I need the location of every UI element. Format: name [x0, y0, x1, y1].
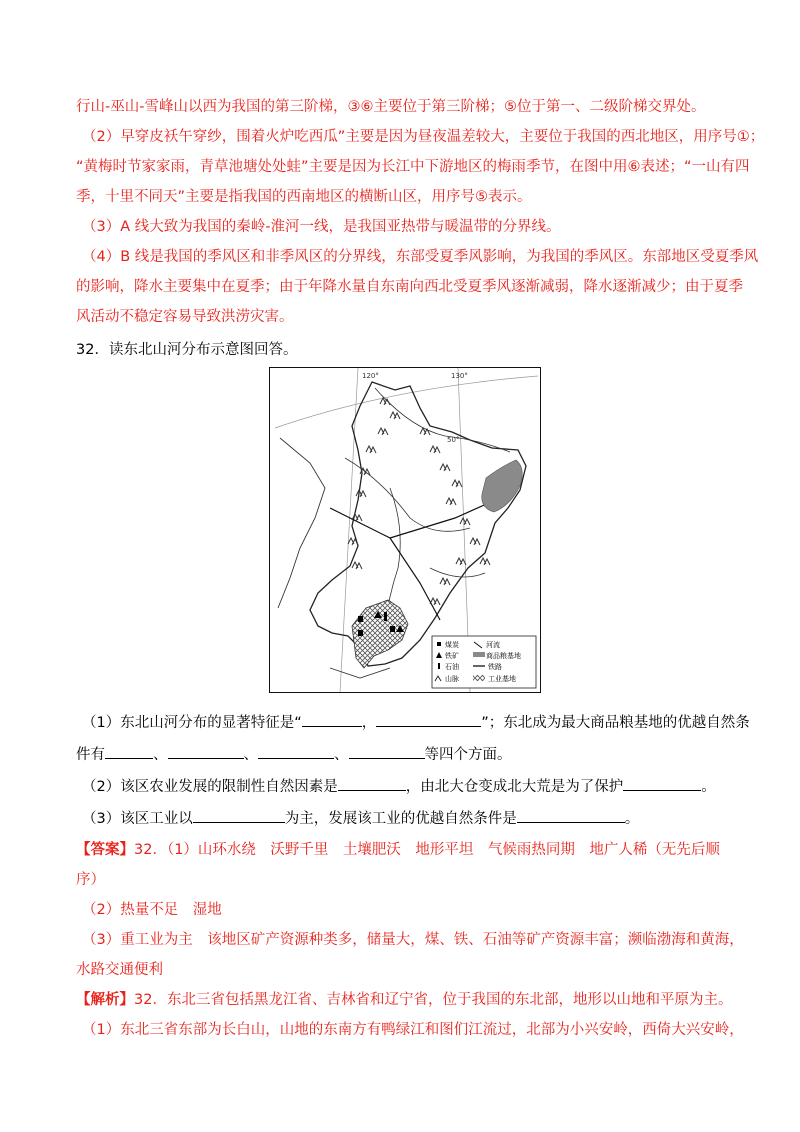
prev-answer-q2-line-3: 季，十里不同天”主要是指我国的西南地区的横断山区，用序号⑤表示。	[76, 189, 532, 205]
lat-50-label: 50°	[447, 436, 460, 444]
coal-marker	[390, 626, 395, 632]
legend-oil: 石油	[445, 663, 459, 671]
blank[interactable]	[376, 712, 481, 727]
question-1-line-1: （1）东北山河分布的显著特征是“ ， ”；东北成为最大商品粮基地的优越自然条	[82, 712, 750, 733]
question-3: （3）该区工业以 为主，发展该工业的优越自然条件是 。	[82, 808, 639, 829]
blank[interactable]	[302, 712, 362, 727]
blank[interactable]	[623, 776, 701, 791]
legend-grain: 商品粮基地	[486, 652, 521, 660]
legend-industry: 工业基地	[488, 675, 516, 683]
analysis-line-2: （1）东北三省东部为长白山，山地的东南方有鸭绿江和图们江流过，北部为小兴安岭，西倚大兴安岭，	[82, 1022, 744, 1038]
blank[interactable]	[338, 776, 406, 791]
blank[interactable]	[193, 808, 285, 823]
analysis-line-1: 【解析】32．东北三省包括黑龙江省、吉林省和辽宁省，位于我国的东北部，地形以山地和平原为主。	[76, 992, 733, 1008]
legend-iron: 铁矿	[445, 652, 459, 660]
prev-answer-q4-line-3: 风活动不稳定容易导致洪涝灾害。	[76, 309, 294, 325]
lon-120-label: 120°	[362, 372, 379, 380]
legend-coal: 煤炭	[445, 641, 459, 649]
analysis-label: 【解析】	[76, 992, 134, 1008]
prev-answer-line-1: 行山-巫山-雪峰山以西为我国的第三阶梯，③⑥主要位于第三阶梯；⑤位于第一、二级阶梯交界处。	[76, 99, 706, 115]
oil-marker	[384, 612, 387, 621]
prev-answer-q2-line-2: “黄梅时节家家雨，青草池塘处处蛙”主要是因为长江中下游地区的梅雨季节，在图中用⑥表述；“一山有四	[76, 159, 750, 175]
answer-line-5: 水路交通便利	[76, 962, 163, 978]
latitude-line	[275, 376, 538, 428]
question-2: （2）该区农业发展的限制性自然因素是 ，由北大仓变成北大荒是为了保护 。	[82, 776, 716, 797]
prev-answer-q3: （3）A 线大致为我国的秦岭-淮河一线，是我国亚热带与暖温带的分界线。	[82, 219, 561, 235]
legend-railway: 铁路	[488, 663, 502, 671]
province-border-west	[278, 438, 325, 608]
lon-130-label: 130°	[451, 372, 468, 380]
mountain-ranges	[348, 398, 490, 605]
river-tumen	[430, 568, 485, 577]
answer-line-3: （2）热量不足 湿地	[82, 902, 222, 918]
answer-label: 【答案】	[76, 842, 134, 858]
answer-line-1: 【答案】32．（1）山环水绕 沃野千里 土壤肥沃 地形平坦 气候雨热同期 地广人稀（无先后顺	[76, 842, 720, 858]
legend-river: 河流	[486, 641, 500, 649]
legend-mountain: 山脉	[445, 675, 459, 683]
river-heilongjiang	[375, 388, 510, 452]
question-1-line-2: 件有 、 、 、 等四个方面。	[76, 744, 512, 765]
coal-marker	[358, 616, 363, 622]
northeast-map-figure	[269, 367, 541, 693]
blank[interactable]	[349, 744, 425, 759]
map-svg	[270, 368, 540, 692]
coal-marker	[358, 630, 363, 636]
blank[interactable]	[517, 808, 625, 823]
prev-answer-q4-line-2: 的影响，降水主要集中在夏季；由于年降水量自东南向西北受夏季风逐渐减弱，降水逐渐减少；由于夏季	[76, 279, 743, 295]
province-border-south	[330, 668, 390, 678]
blank[interactable]	[105, 744, 153, 759]
answer-line-4: （3）重工业为主 该地区矿产资源种类多，储量大，煤、铁、石油等矿产资源丰富；濒临渤海和黄海，	[82, 932, 744, 948]
answer-line-2: 序）	[76, 872, 105, 888]
question-stem: 32．读东北山河分布示意图回答。	[76, 342, 298, 358]
grain-base-sanjiang	[482, 460, 523, 512]
map-legend	[432, 636, 536, 688]
prev-answer-q4-line-1: （4）B 线是我国的季风区和非季风区的分界线，东部受夏季风影响，为我国的季风区。东部地区受夏季风	[82, 249, 759, 265]
region-outline	[310, 382, 526, 666]
blank[interactable]	[168, 744, 244, 759]
blank[interactable]	[258, 744, 334, 759]
prev-answer-q2-line-1: （2）早穿皮袄午穿纱，围着火炉吃西瓜”主要是因为昼夜温差较大，主要位于我国的西北地区，用序号①；	[82, 129, 765, 145]
